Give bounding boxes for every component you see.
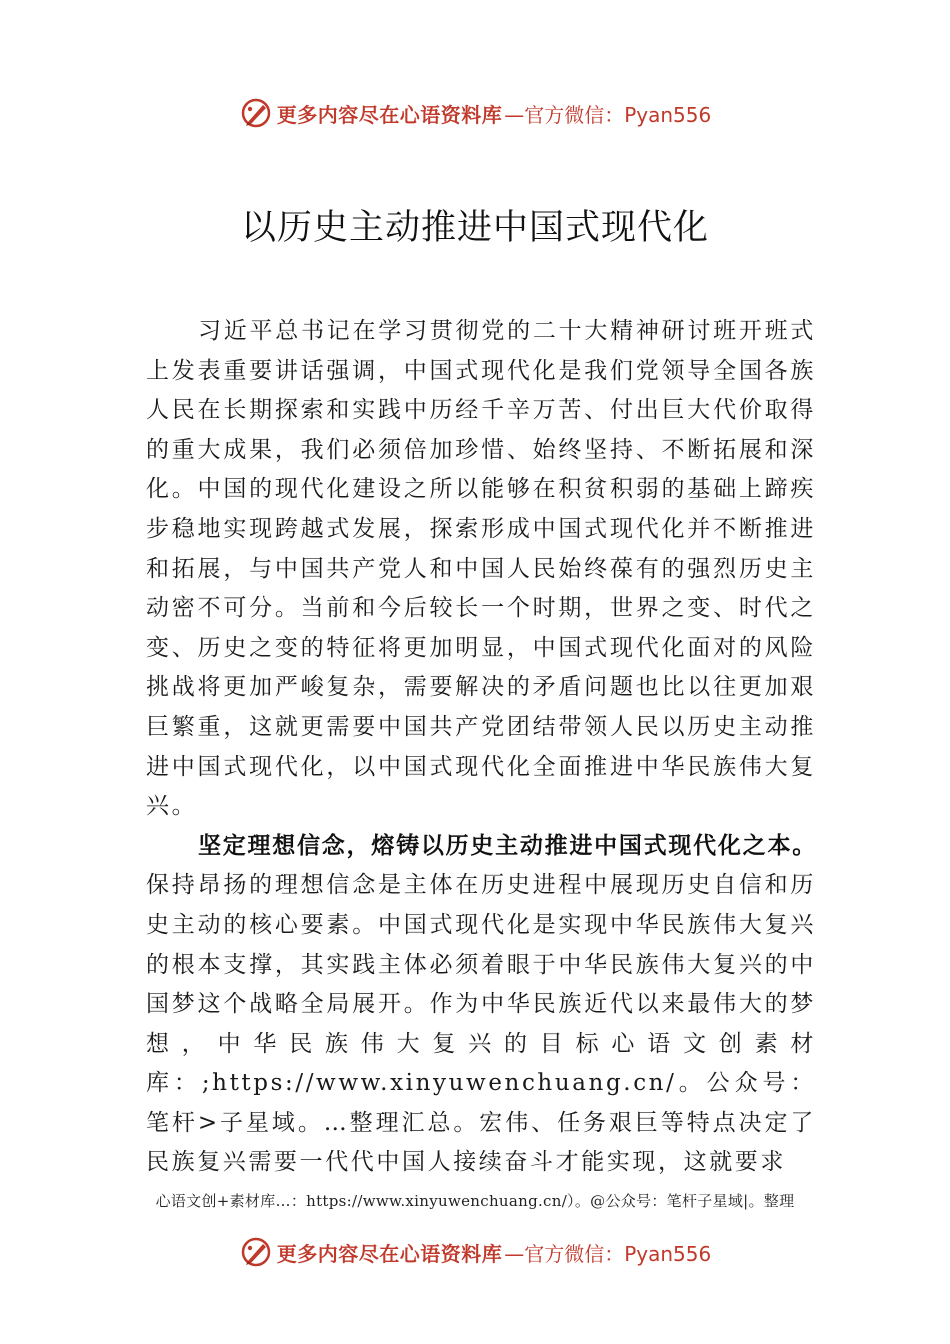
document-title: 以历史主动推进中国式现代化 — [240, 208, 709, 248]
pen-logo-icon — [239, 96, 273, 130]
paragraph-2-body: 保持昂扬的理想信念是主体在历史进程中展现历史自信和历史主动的核心要素。中国式现代化是实现中华民族伟大复兴的根本支撑，其实践主体必须着眼于中华民族伟大复兴的中国梦这个战略全局展开。作为中华民族近代以来最伟大的梦想，中华民族伟大复兴的目标心语文创素材库：;https://www.xinyuwenchuang.cn/。公众号：笔杆>子星域。…整理汇总。宏伟、任务艰巨等特点决定了民族复兴需要一代代中国人接续奋斗才能实现，这就要求 — [146, 872, 816, 1176]
paragraph-1: 习近平总书记在学习贯彻党的二十大精神研讨班开班式上发表重要讲话强调，中国式现代化是我们党领导全国各族人民在长期探索和实践中历经千辛万苦、付出巨大代价取得的重大成果，我们必须倍加珍惜、始终坚持、不断拓展和深化。中国的现代化建设之所以能够在积贫积弱的基础上蹄疾步稳地实现跨越式发展，探索形成中国式现代化并不断推进和拓展，与中国共产党人和中国人民始终葆有的强烈历史主动密不可分。当前和今后较长一个时期，世界之变、时代之变、历史之变的特征将更加明显，中国式现代化面对的风险挑战将更加严峻复杂，需要解决的矛盾问题也比以往更加艰巨繁重，这就更需要中国共产党团结带领人民以历史主动推进中国式现代化，以中国式现代化全面推进中华民族伟大复兴。 — [146, 318, 816, 820]
header-banner — [0, 93, 950, 133]
footer-brand-text: 更多内容尽在心语资料库 — [276, 1241, 503, 1266]
paragraph-2 — [146, 827, 816, 1183]
paragraph-2-lead: 坚定理想信念，熔铸以历史主动推进中国式现代化之本。 — [198, 832, 816, 859]
footer-banner — [0, 1232, 950, 1272]
header-wechat-text: —官方微信：Pyan556 — [504, 102, 712, 127]
footer-wechat-text: —官方微信：Pyan556 — [504, 1241, 712, 1266]
watermark-text: 心语文创+素材库…：https://www.xinyuwenchuang.cn/）。@公众号：笔杆子星域|。整理 — [155, 1192, 795, 1210]
pen-logo-icon — [239, 1235, 273, 1269]
header-brand-text: 更多内容尽在心语资料库 — [276, 102, 503, 127]
document-body — [146, 312, 816, 1183]
